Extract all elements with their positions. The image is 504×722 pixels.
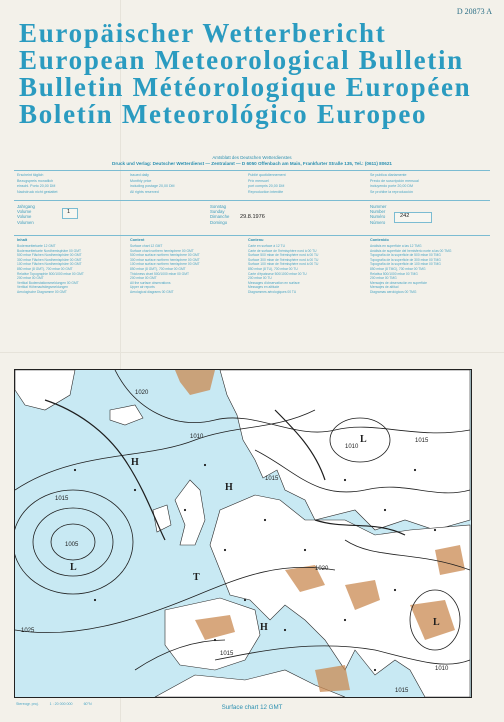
contents-item: 200 mbar 00 GMT [130, 276, 157, 281]
pressure-label: 1010 [190, 434, 204, 440]
date-value: 29.8.1976 [240, 214, 265, 220]
contents-heading: Contenu [248, 238, 264, 242]
number-labels: Nummer Number Numéro Número [370, 204, 387, 225]
document-number: D 20873 A [456, 7, 492, 16]
station [74, 469, 76, 471]
volume-value: 1 [67, 209, 71, 215]
contents-item: Diagrammes aérologiques 00 TU [248, 289, 297, 294]
contents-item: Mensajes de altitud [370, 285, 399, 290]
station [94, 599, 96, 601]
title-german: Europäischer Wetterbericht [19, 18, 387, 48]
center-label: L [360, 434, 367, 445]
info-cell: Reproduction interdite [248, 190, 284, 194]
contents-item: Carte en surface à 12 TU [248, 244, 285, 248]
title-block [19, 20, 499, 128]
pressure-label: 1015 [55, 496, 69, 502]
contents-item: Surface chart 12 GMT [130, 244, 163, 248]
contents-item: Surface 500 mbar de l'hémisphère nord à 00 TU [248, 253, 319, 258]
contents-item: Relativa 500/1000 mbar 00 TMG [370, 271, 418, 276]
publisher-line-1: Amtsblatt des Deutschen Wetterdienstes [212, 155, 292, 160]
station [394, 589, 396, 591]
contents-column-english [130, 238, 242, 295]
contents-item: 850 mbar (8 TMG), 700 mbar 00 TMG [370, 266, 426, 271]
contents-item: Upper air reports [130, 285, 155, 290]
contents-item: Surface 300 mbar de l'hémisphère nord à 00 TU [248, 257, 319, 262]
info-cell: Monthly price including postage 20,00 DM [130, 179, 175, 188]
contents-item: Bodenwetterkarte Nordhemisphäre 00 GMT [17, 248, 81, 253]
pressure-label: 1010 [345, 444, 359, 450]
contents-heading: Content [130, 238, 145, 242]
info-cell: Se publica diariamente [370, 173, 407, 177]
center-label: L [433, 617, 440, 628]
contents-item: Vertikal Bodenstationsmeldungen 00 GMT [17, 280, 79, 285]
fold-line-horizontal [0, 352, 504, 353]
contents-item: 200 mbar 00 TMG [370, 276, 397, 281]
station [284, 629, 286, 631]
info-cell: Issued daily [130, 173, 149, 177]
contents-item: Carte d'épaisseur 500/1000 mbar 00 TU [248, 271, 307, 276]
contents-item: Topografía de la superficie de 500 mbar 00 TMG [370, 253, 441, 258]
title-spanish: Boletín Meteorológico Europeo [19, 99, 428, 129]
title-english: European Meteorological Bulletin [19, 45, 464, 75]
center-label: H [131, 457, 139, 468]
station [434, 529, 436, 531]
contents-item: 500 mbar surface northern hemisphere 00 GMT [130, 253, 200, 258]
volume-labels: Jahrgang Volume Volume Volumen [17, 204, 35, 225]
title-french: Bulletin Météorologique Européen [19, 72, 472, 102]
contents-item: Análisis en superficie a las 12 TMG [370, 244, 422, 248]
contents-item: Messages d'observation en surface [248, 280, 300, 285]
pressure-label: 1020 [315, 566, 329, 572]
contents-item: Relative Topographie 500/1000 mbar 00 GMT [17, 271, 84, 276]
publisher-line-2: Druck und Verlag: Deutscher Wetterdienst — Zentralamt — D 6050 Offenbach am Main, Frankfurter Straße 135, Tel.: (0611) 80621 [112, 161, 392, 166]
station [224, 549, 226, 551]
contents-item: Bodenwetterkarte 12 GMT [17, 244, 56, 248]
contents-item: 100 mbar surface northern hemisphere 00 GMT [130, 262, 200, 267]
station [134, 489, 136, 491]
contents-item: Topografía de la superficie de 100 mbar 00 TMG [370, 262, 441, 267]
center-label: H [260, 622, 268, 633]
station [374, 669, 376, 671]
contents-item: 200 mbar 00 GMT [17, 276, 44, 281]
info-cell: Se prohibe la reproducción [370, 190, 413, 194]
contents-item: 850 mbar (8 GMT), 700 mbar 00 GMT [17, 266, 73, 271]
contents-item: 300 mbar surface northern hemisphere 00 GMT [130, 257, 200, 262]
station [344, 479, 346, 481]
station [414, 469, 416, 471]
contents-item: Surface chart northern hemisphere 00 GMT [130, 248, 194, 253]
contents-item: All the surface observations [130, 280, 171, 285]
station [264, 519, 266, 521]
station [304, 549, 306, 551]
station [184, 509, 186, 511]
info-cell: Precio de suscripción mensual incluyendo porte 20,00 DM [370, 179, 419, 188]
pressure-label: 1015 [220, 651, 234, 657]
station [214, 639, 216, 641]
info-cell: Publié quotidiennement [248, 173, 286, 177]
contents-column-spanish [370, 238, 482, 295]
pressure-label: 1015 [415, 438, 429, 444]
contents-table [14, 238, 490, 298]
info-cell: Nachdruck nicht gestattet [17, 190, 58, 194]
contents-item: 100 mbar Flächen Nordhemisphäre 00 GMT [17, 262, 82, 267]
pressure-label: 1010 [435, 666, 449, 672]
contents-item: 850 mbar (8 TU), 700 mbar 00 TU [248, 266, 298, 271]
contents-item: Aerologische Diagramme 00 GMT [17, 289, 67, 294]
contents-item: 200 mbar 00 TU [248, 276, 272, 281]
weather-map-svg [15, 370, 471, 697]
contents-item: Surface 100 mbar de l'hémisphère nord à 00 TU [248, 262, 319, 267]
pressure-label: 1020 [135, 390, 149, 396]
number-value: 242 [400, 213, 410, 219]
contents-item: Aerological diagrams 00 GMT [130, 289, 174, 294]
center-label: T [193, 572, 200, 583]
contents-item: 500 mbar Flächen Nordhemisphäre 00 GMT [17, 253, 82, 258]
pressure-label: 1025 [21, 628, 35, 634]
day-labels: Sonntag Sunday Dimanche Domingo [210, 204, 230, 225]
map-scale: 1 : 20 000 000 [49, 702, 73, 706]
contents-heading: Contenido [370, 238, 389, 242]
contents-column-french [248, 238, 360, 295]
contents-column-german [17, 238, 129, 295]
contents-item: Análisis de superficie del hemisferio norte a las 00 TMG [370, 248, 452, 253]
reference-latitude: 60°N [83, 702, 92, 706]
info-cell: Bezugspreis monatlich einschl. Porto 20,00 DM [17, 179, 56, 188]
info-cell: Erscheint täglich [17, 173, 44, 177]
station [344, 619, 346, 621]
issue-info [14, 200, 490, 236]
contents-item: Diagramas aerológicos 00 TMG [370, 289, 417, 294]
contents-item: Mensajes de observación en superficie [370, 280, 427, 285]
map-caption: Surface chart 12 GMT [221, 704, 283, 711]
center-label: L [70, 562, 77, 573]
contents-item: Thickness chart 500/1000 mbar 00 GMT [130, 271, 190, 276]
contents-item: Vertikal Höhenaufstiegsmeldungen [17, 285, 68, 290]
info-cell: Prix mensuel port compris 20,00 DM [248, 179, 285, 188]
contents-heading: Inhalt [17, 238, 28, 242]
surface-chart-map [14, 369, 472, 698]
contents-item: 850 mbar (8 GMT), 700 mbar 00 GMT [130, 266, 186, 271]
pressure-label: 1015 [265, 476, 279, 482]
center-label: H [225, 482, 233, 493]
contents-item: Messages en altitude [248, 285, 280, 290]
station [204, 464, 206, 466]
station [384, 509, 386, 511]
contents-item: Topografía de la superficie de 300 mbar 00 TMG [370, 257, 441, 262]
contents-item: 300 mbar Flächen Nordhemisphäre 00 GMT [17, 257, 82, 262]
pressure-label: 1005 [65, 542, 79, 548]
contents-item: Carte de surface de l'hémisphère nord à 00 TU [248, 248, 317, 253]
info-cell: All rights reserved [130, 190, 159, 194]
pressure-label: 1015 [395, 688, 409, 694]
station [244, 599, 246, 601]
projection-name: Stereogr. proj. [16, 702, 39, 706]
